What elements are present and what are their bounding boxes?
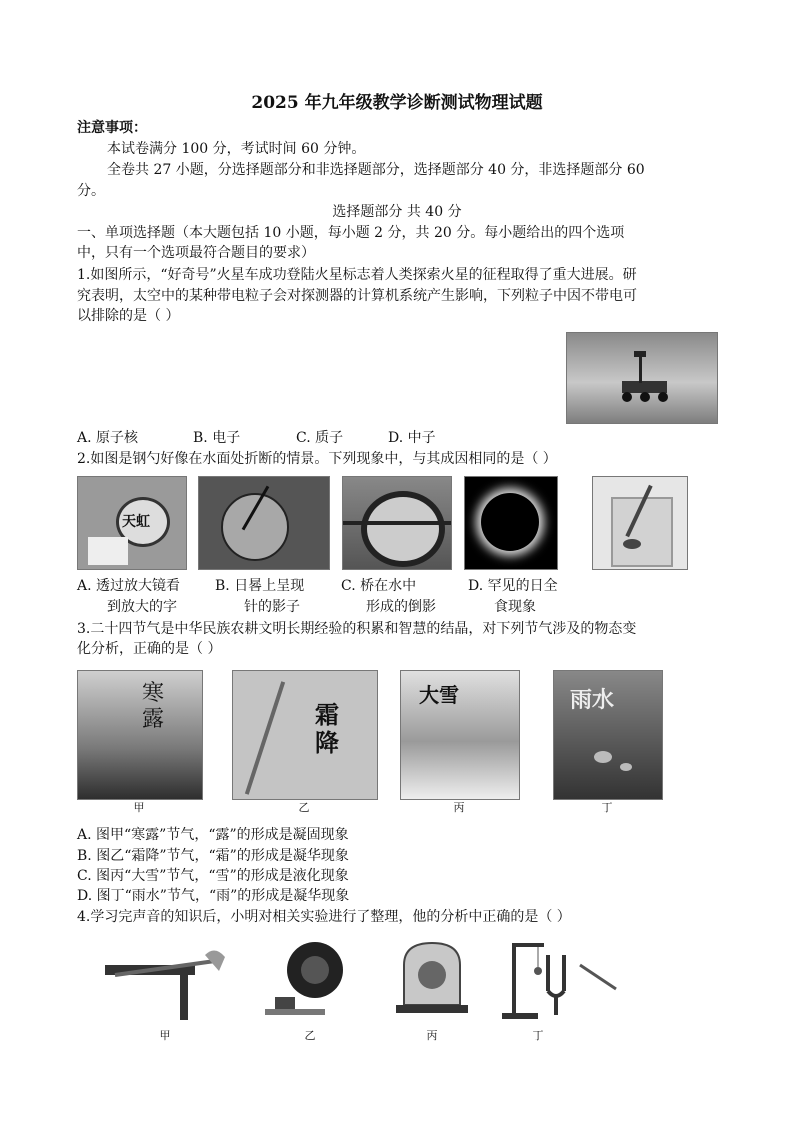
q4-tuning-fork-icon [498, 935, 628, 1025]
yushui-text: 雨水 [570, 687, 615, 713]
notice-line-2: 全卷共 27 小题，分选择题部分和非选择题部分，选择题部分 40 分，非选择题部分 60 [107, 162, 645, 178]
q4-ruler-table-icon [95, 935, 235, 1025]
page-title: 2025 年九年级教学诊断测试物理试题 [251, 93, 543, 113]
q3-image-jia [77, 670, 203, 800]
q2-image-spoon [592, 476, 688, 570]
q3-caption-jia: 甲 [133, 801, 145, 814]
q3-image-ding [553, 670, 663, 800]
daxue-text: 大雪 [419, 683, 459, 707]
q2-line-1: 2.如图是钢勺好像在水面处折断的情景。下列现象中，与其成因相同的是（ ） [77, 451, 557, 467]
q2-image-magnifier [77, 476, 187, 570]
q2-option-d-cont: 食现象 [494, 599, 536, 615]
q4-caption-ding: 丁 [532, 1029, 544, 1042]
q2-image-sundial [198, 476, 330, 570]
q3-line-1: 3.二十四节气是中华民族农耕文明长期经验的积累和智慧的结晶，对下列节气涉及的物态变 [77, 621, 637, 637]
rover-icon [567, 333, 717, 423]
q1-option-b[interactable]: B. 电子 [193, 430, 241, 446]
q3-option-b[interactable]: B. 图乙“霜降”节气，“霜”的形成是凝华现象 [77, 848, 349, 864]
q2-option-b-cont: 针的影子 [244, 599, 300, 615]
q4-caption-jia: 甲 [159, 1029, 171, 1042]
q1-line-3: 以排除的是（ ） [77, 308, 180, 324]
q3-line-2: 化分析，正确的是（ ） [77, 641, 222, 657]
q2-option-b[interactable]: B. 日晷上呈现 [215, 578, 305, 594]
notice-line-1: 本试卷满分 100 分，考试时间 60 分钟。 [107, 141, 366, 157]
q4-bell-jar-icon [392, 935, 472, 1025]
q4-line-1: 4.学习完声音的知识后，小明对相关实验进行了整理，他的分析中正确的是（ ） [77, 909, 571, 925]
q3-image-yi [232, 670, 378, 800]
q1-line-1: 1.如图所示，“好奇号”火星车成功登陆火星标志着人类探索火星的征程取得了重大进展。研 [77, 267, 637, 283]
q4-caption-bing: 丙 [426, 1029, 438, 1042]
q3-caption-bing: 丙 [453, 801, 465, 814]
q1-option-a[interactable]: A. 原子核 [77, 430, 139, 446]
section-heading: 选择题部分 共 40 分 [332, 204, 462, 220]
q4-caption-yi: 乙 [304, 1029, 316, 1042]
q1-rover-image [566, 332, 718, 424]
q2-option-c-cont: 形成的倒影 [366, 599, 436, 615]
section-intro-1: 一、单项选择题（本大题包括 10 小题，每小题 2 分，共 20 分。每小题给出的四个选项 [77, 225, 625, 241]
section-intro-2: 中，只有一个选项最符合题目的要求） [77, 245, 315, 261]
notice-line-2-cont: 分。 [77, 183, 105, 199]
notice-heading: 注意事项： [77, 120, 147, 136]
hanlu-text: 寒露 [142, 681, 165, 732]
q2-option-c[interactable]: C. 桥在水中 [341, 578, 417, 594]
q2-image-eclipse [464, 476, 558, 570]
q3-image-bing [400, 670, 520, 800]
q3-caption-yi: 乙 [298, 801, 310, 814]
q1-option-c[interactable]: C. 质子 [296, 430, 344, 446]
q2-option-a[interactable]: A. 透过放大镜看 [77, 578, 181, 594]
q1-option-d[interactable]: D. 中子 [388, 430, 436, 446]
shuangjiang-text: 霜降 [315, 700, 339, 757]
q3-option-d[interactable]: D. 图丁“雨水”节气，“雨”的形成是凝华现象 [77, 888, 350, 904]
q3-option-c[interactable]: C. 图丙“大雪”节气，“雪”的形成是液化现象 [77, 868, 349, 884]
q1-line-2: 究表明，太空中的某种带电粒子会对探测器的计算机系统产生影响，下列粒子中因不带电可 [77, 288, 637, 304]
q3-caption-ding: 丁 [601, 801, 613, 814]
q3-option-a[interactable]: A. 图甲“寒露”节气，“露”的形成是凝固现象 [77, 827, 349, 843]
q2-option-a-cont: 到放大的字 [107, 599, 177, 615]
q2-option-d[interactable]: D. 罕见的日全 [468, 578, 558, 594]
magnifier-text: 天虹 [122, 514, 150, 530]
q4-speaker-icon [255, 935, 365, 1025]
q2-image-bridge [342, 476, 452, 570]
